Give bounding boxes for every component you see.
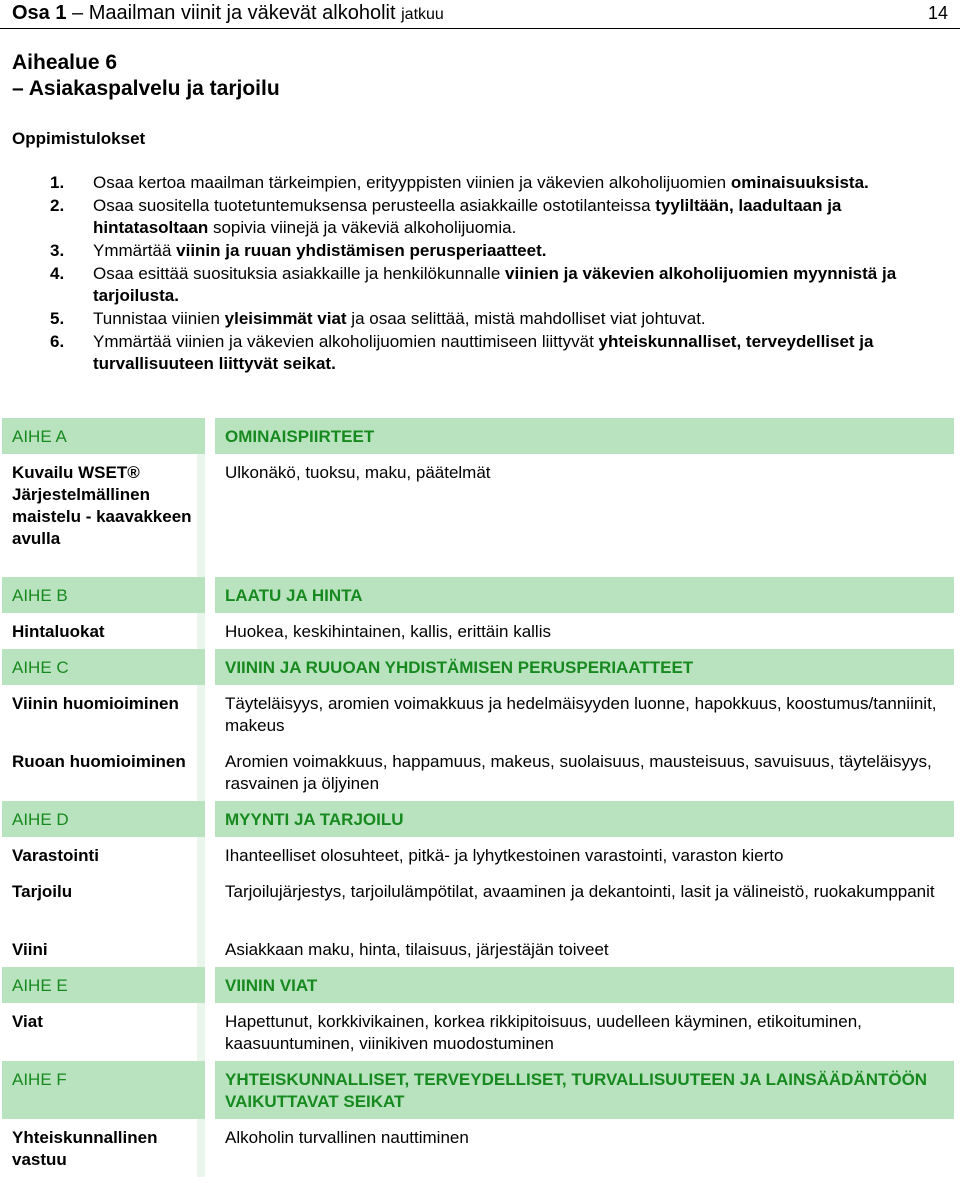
topic-heading: VIININ JA RUUOAN YHDISTÄMISEN PERUSPERIAATTEET xyxy=(215,649,954,685)
outcome-text-bold: ominaisuuksista. xyxy=(730,173,869,192)
topic-heading: YHTEISKUNNALLISET, TERVEYDELLISET, TURVALLISUUTEEN JA LAINSÄÄDÄNTÖÖN VAIKUTTAVAT SEIKAT xyxy=(215,1061,954,1119)
table-row xyxy=(2,685,954,743)
topic-heading: LAATU JA HINTA xyxy=(215,577,954,613)
outcome-number: 3. xyxy=(50,241,65,260)
column-divider xyxy=(205,967,215,1003)
subtopic-label: Yhteiskunnallinen vastuu xyxy=(2,1119,205,1177)
column-divider xyxy=(205,1061,215,1119)
outcome-number: 6. xyxy=(50,332,65,351)
column-divider xyxy=(205,873,215,931)
topic-label: AIHE C xyxy=(2,649,205,685)
topic-content: Aromien voimakkuus, happamuus, makeus, suolaisuus, mausteisuus, savuisuus, täyteläisyys, rasvainen ja öljyinen xyxy=(215,743,954,801)
outcome-text-bold: viinin ja ruuan yhdistämisen perusperiaatteet. xyxy=(176,241,547,260)
table-row xyxy=(2,931,954,967)
area-title xyxy=(12,50,280,102)
outcome-item xyxy=(0,308,960,330)
table-row xyxy=(2,743,954,801)
topic-heading: OMINAISPIIRTEET xyxy=(215,418,954,454)
header-part: Osa 1 xyxy=(12,2,67,24)
topic-heading: MYYNTI JA TARJOILU xyxy=(215,801,954,837)
topic-label: AIHE E xyxy=(2,967,205,1003)
table-header-row xyxy=(2,801,954,837)
column-divider xyxy=(205,1003,215,1061)
topic-content: Hapettunut, korkkivikainen, korkea rikkipitoisuus, uudelleen käyminen, etikoituminen, kaasuuntuminen, viinikiven muodostuminen xyxy=(215,1003,954,1061)
outcome-item xyxy=(0,331,960,375)
table-header-row xyxy=(2,649,954,685)
topics-table xyxy=(2,418,954,1177)
column-divider xyxy=(205,801,215,837)
subtopic-label: Viini xyxy=(2,931,205,967)
subtopic-label: Tarjoilu xyxy=(2,873,205,931)
area-title-line1: Aihealue 6 xyxy=(12,51,118,74)
topic-content: Huokea, keskihintainen, kallis, erittäin kallis xyxy=(215,613,954,649)
topic-label: AIHE F xyxy=(2,1061,205,1119)
table-row xyxy=(2,1119,954,1177)
subtopic-label: Hintaluokat xyxy=(2,613,205,649)
header-main-title: Maailman viinit ja väkevät alkoholit xyxy=(88,2,396,24)
column-divider xyxy=(205,649,215,685)
column-divider xyxy=(205,743,215,801)
outcome-item xyxy=(0,172,960,194)
column-divider xyxy=(205,577,215,613)
outcome-text xyxy=(93,241,546,260)
topic-heading: VIININ VIAT xyxy=(215,967,954,1003)
table-row xyxy=(2,1003,954,1061)
outcome-text xyxy=(93,264,896,305)
column-divider xyxy=(205,685,215,743)
outcome-number: 2. xyxy=(50,196,65,215)
outcome-item xyxy=(0,263,960,307)
column-divider xyxy=(205,931,215,967)
outcome-item xyxy=(0,240,960,262)
topic-label: AIHE D xyxy=(2,801,205,837)
header-dash: – xyxy=(72,2,84,24)
page-header xyxy=(0,0,960,29)
table-row xyxy=(2,454,954,577)
topic-content: Asiakkaan maku, hinta, tilaisuus, järjestäjän toiveet xyxy=(215,931,954,967)
outcome-text-regular: Ymmärtää viinien ja väkevien alkoholijuomien nauttimiseen liittyvät xyxy=(93,332,599,351)
column-divider xyxy=(205,454,215,577)
topic-content: Ihanteelliset olosuhteet, pitkä- ja lyhytkestoinen varastointi, varaston kierto xyxy=(215,837,954,873)
topic-content: Täyteläisyys, aromien voimakkuus ja hedelmäisyyden luonne, hapokkuus, koostumus/tanniinit, makeus xyxy=(215,685,954,743)
outcome-number: 1. xyxy=(50,173,65,192)
table-header-row xyxy=(2,577,954,613)
outcome-text-bold: yleisimmät viat xyxy=(224,309,347,328)
outcome-number: 4. xyxy=(50,264,65,283)
column-divider xyxy=(205,837,215,873)
outcome-text-bold: viinien ja väkevien alkoholijuomien myynnistä ja tarjoilusta. xyxy=(93,264,897,305)
outcome-text-bold: yhteiskunnalliset, terveydelliset ja turvallisuuteen liittyvät seikat. xyxy=(93,332,874,373)
topic-label: AIHE B xyxy=(2,577,205,613)
outcomes-heading: Oppimistulokset xyxy=(12,129,146,148)
topic-content: Ulkonäkö, tuoksu, maku, päätelmät xyxy=(215,454,954,577)
table-header-row xyxy=(2,418,954,454)
table-row xyxy=(2,873,954,931)
topic-content: Tarjoilujärjestys, tarjoilulämpötilat, avaaminen ja dekantointi, lasit ja välineistö, ruokakumppanit xyxy=(215,873,954,931)
outcome-text-regular: sopivia viinejä ja väkeviä alkoholijuomia. xyxy=(208,218,517,237)
page-number: 14 xyxy=(927,3,948,23)
area-title-line2: – Asiakaspalvelu ja tarjoilu xyxy=(12,77,280,100)
outcome-text-bold: tyyliltään, laadultaan ja hintatasoltaan xyxy=(93,196,842,237)
table-row xyxy=(2,837,954,873)
table-header-row xyxy=(2,967,954,1003)
outcome-text-regular: ja osaa selittää, mistä mahdolliset viat johtuvat. xyxy=(346,309,706,328)
outcome-number: 5. xyxy=(50,309,65,328)
table-header-row xyxy=(2,1061,954,1119)
outcome-item xyxy=(0,195,960,239)
subtopic-label: Varastointi xyxy=(2,837,205,873)
outcome-text xyxy=(93,332,874,373)
outcome-text xyxy=(93,173,869,192)
column-divider xyxy=(205,613,215,649)
outcome-text-regular: Osaa esittää suosituksia asiakkaille ja henkilökunnalle xyxy=(93,264,506,283)
topic-label: AIHE A xyxy=(2,418,205,454)
subtopic-label: Viat xyxy=(2,1003,205,1061)
header-title xyxy=(12,1,444,27)
subtopic-label: Kuvailu WSET® Järjestelmällinen maistelu - kaavakkeen avulla xyxy=(2,454,205,577)
column-divider xyxy=(205,1119,215,1177)
outcome-text-regular: Osaa suositella tuotetuntemuksensa perusteella asiakkaille ostotilanteissa xyxy=(93,196,656,215)
outcome-text-regular: Ymmärtää xyxy=(93,241,177,260)
header-suffix: jatkuu xyxy=(401,6,444,23)
subtopic-label: Viinin huomioiminen xyxy=(2,685,205,743)
outcome-text-regular: Osaa kertoa maailman tärkeimpien, erityyppisten viinien ja väkevien alkoholijuomien xyxy=(93,173,731,192)
topic-content: Alkoholin turvallinen nauttiminen xyxy=(215,1119,954,1177)
outcome-text-regular: Tunnistaa viinien xyxy=(93,309,225,328)
table-row xyxy=(2,613,954,649)
outcome-text xyxy=(93,196,841,237)
column-divider xyxy=(205,418,215,454)
outcome-text xyxy=(93,309,706,328)
outcomes-list xyxy=(0,172,960,376)
subtopic-label: Ruoan huomioiminen xyxy=(2,743,205,801)
